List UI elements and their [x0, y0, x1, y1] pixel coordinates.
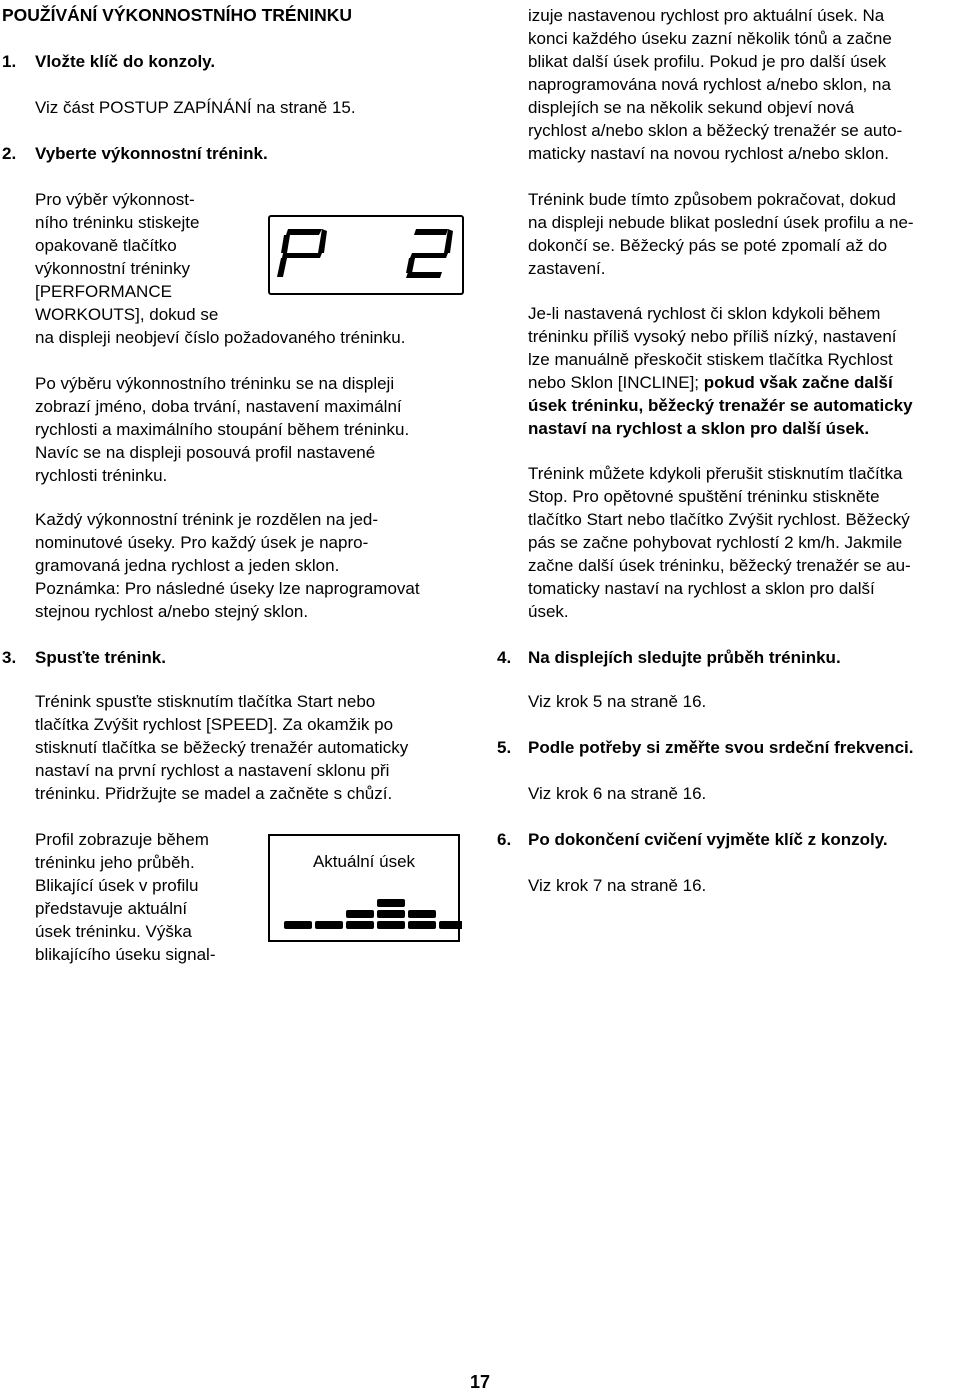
step-5-title: Podle potřeby si změřte svou srdeční frekvenci.	[528, 738, 914, 757]
text-line: pás se začne pohybovat rychlostí 2 km/h. Jakmile	[528, 533, 903, 552]
text-line: představuje aktuální	[35, 899, 188, 918]
step-1-title: Vložte klíč do konzoly.	[35, 52, 216, 71]
profile-label: Aktuální úsek	[312, 852, 416, 871]
text-line: tréninku jeho průběh.	[35, 853, 195, 872]
text-line: zastavení.	[528, 259, 606, 278]
text-line: Navíc se na displeji posouvá profil nastavené	[35, 443, 376, 462]
text-line: blikat další úsek profilu. Pokud je pro další úsek	[528, 52, 887, 71]
step-4-text: Viz krok 5 na straně 16.	[528, 692, 707, 711]
text-line: tréninku příliš vysoký nebo příliš nízký, nastavení	[528, 327, 897, 346]
paragraph-start-workout	[35, 690, 495, 805]
text-line: Stop. Pro opětovné spuštění tréninku stiskněte	[528, 487, 880, 506]
text-line: Blikající úsek v profilu	[35, 876, 199, 895]
paragraph-segment-progress	[528, 4, 958, 165]
step-4-number: 4.	[497, 648, 512, 667]
step-2-title: Vyberte výkonnostní trénink.	[35, 144, 268, 163]
paragraph-pause	[528, 462, 960, 623]
workout-number-display	[268, 215, 464, 295]
text-line: tlačítko Start nebo tlačítko Zvýšit rychlost. Běžecký	[528, 510, 910, 529]
paragraph-segments	[35, 508, 495, 623]
bold-text-span: pokud však začne další	[703, 373, 893, 392]
text-line: stejnou rychlost a/nebo stejný sklon.	[35, 602, 309, 621]
step-6-title: Po dokončení cvičení vyjměte klíč z konzoly.	[528, 830, 888, 849]
text-line: rychlost a/nebo sklon a běžecký trenažér se auto-	[528, 121, 903, 140]
text-line: na displeji neobjeví číslo požadovaného tréninku.	[35, 328, 406, 347]
text-line: úsek tréninku. Výška	[35, 922, 192, 941]
profile-bar-segment	[439, 921, 462, 929]
text-line: tomaticky nastaví na rychlost a sklon pro další	[528, 579, 875, 598]
paragraph-profile	[35, 828, 265, 966]
bold-text-line: nastaví na rychlost a sklon pro další úsek.	[528, 419, 870, 438]
paragraph-manual-override	[528, 302, 960, 440]
text-line: nominutové úseky. Pro každý úsek je napro-	[35, 533, 369, 552]
paragraph-workout-end	[528, 188, 958, 280]
page-number: 17	[469, 1372, 491, 1392]
text-line: začne další úsek tréninku, běžecký trenažér se au-	[528, 556, 911, 575]
text-line: zobrazí jméno, doba trvání, nastavení maximální	[35, 397, 402, 416]
profile-bar-segment	[377, 899, 405, 907]
text-line: nastaví na první rychlost a nastavení sklonu při	[35, 761, 390, 780]
text-line: naprogramována nová rychlost a/nebo sklon, na	[528, 75, 891, 94]
text-line	[528, 371, 960, 394]
profile-bar-segment	[408, 921, 436, 929]
bold-text-line: úsek tréninku, běžecký trenažér se automaticky	[528, 396, 913, 415]
profile-bar-segment	[346, 921, 374, 929]
text-line: Trénink spusťte stisknutím tlačítka Start nebo	[35, 692, 376, 711]
text-line: Poznámka: Pro následné úseky lze naprogramovat	[35, 579, 420, 598]
profile-bar-segment	[408, 910, 436, 918]
text-line: výkonnostní tréninky	[35, 259, 190, 278]
step-1-text: Viz část POSTUP ZAPÍNÁNÍ na straně 15.	[35, 98, 356, 117]
text-line: Profil zobrazuje během	[35, 830, 209, 849]
step-6-number: 6.	[497, 830, 512, 849]
text-line: Každý výkonnostní trénink je rozdělen na jed-	[35, 510, 379, 529]
paragraph-workout-info	[35, 372, 495, 487]
step-1-number: 1.	[2, 52, 17, 71]
text-line: WORKOUTS], dokud se	[35, 305, 219, 324]
text-line: maticky nastaví na novou rychlost a/nebo sklon.	[528, 144, 889, 163]
text-line: rychlosti tréninku.	[35, 466, 168, 485]
step-5-text: Viz krok 6 na straně 16.	[528, 784, 707, 803]
text-line: tlačítka Zvýšit rychlost [SPEED]. Za okamžik po	[35, 715, 394, 734]
text-line: blikajícího úseku signal-	[35, 945, 216, 964]
text-line: izuje nastavenou rychlost pro aktuální úsek. Na	[528, 6, 885, 25]
text-line: úsek.	[528, 602, 569, 621]
profile-bar-segment	[377, 910, 405, 918]
text-line: gramovaná jedna rychlost a jeden sklon.	[35, 556, 340, 575]
text-line: konci každého úseku zazní několik tónů a začne	[528, 29, 892, 48]
step-5-number: 5.	[497, 738, 512, 757]
text-line: ního tréninku stiskejte	[35, 213, 200, 232]
text-line: Trénink můžete kdykoli přerušit stisknutím tlačítka	[528, 464, 903, 483]
text-span: nebo Sklon [INCLINE];	[528, 373, 704, 392]
profile-bar-segment	[377, 921, 405, 929]
text-line: opakovaně tlačítko	[35, 236, 177, 255]
step-4-title: Na displejích sledujte průběh tréninku.	[528, 648, 841, 667]
profile-bar-segment	[315, 921, 343, 929]
profile-chart	[270, 836, 462, 944]
text-line: dokončí se. Běžecký pás se poté zpomalí až do	[528, 236, 888, 255]
lcd-digit-2	[406, 229, 453, 278]
text-line: displejích se na několik sekund objeví nová	[528, 98, 855, 117]
text-line: stisknutí tlačítka se běžecký trenažér automaticky	[35, 738, 409, 757]
page-title: POUŽÍVÁNÍ VÝKONNOSTNÍHO TRÉNINKU	[2, 5, 353, 25]
text-line: tréninku. Přidržujte se madel a začněte s chůzí.	[35, 784, 393, 803]
text-line: Pro výběr výkonnost-	[35, 190, 195, 209]
step-2-number: 2.	[2, 144, 17, 163]
profile-bar-segment	[346, 910, 374, 918]
lcd-digits	[270, 217, 466, 297]
text-line: na displeji nebude blikat poslední úsek profilu a ne-	[528, 213, 914, 232]
text-line: Trénink bude tímto způsobem pokračovat, dokud	[528, 190, 896, 209]
step-6-text: Viz krok 7 na straně 16.	[528, 876, 707, 895]
lcd-digit-p	[277, 229, 327, 277]
text-line: Je-li nastavená rychlost či sklon kdykoli během	[528, 304, 881, 323]
text-line: [PERFORMANCE	[35, 282, 172, 301]
text-line: lze manuálně přeskočit stiskem tlačítka Rychlost	[528, 350, 893, 369]
step-3-title: Spusťte trénink.	[35, 648, 166, 667]
profile-display	[268, 834, 460, 942]
text-line: rychlosti a maximálního stoupání během tréninku.	[35, 420, 410, 439]
text-line: Po výběru výkonnostního tréninku se na displeji	[35, 374, 395, 393]
step-3-number: 3.	[2, 648, 17, 667]
profile-bar-segment	[284, 921, 312, 929]
